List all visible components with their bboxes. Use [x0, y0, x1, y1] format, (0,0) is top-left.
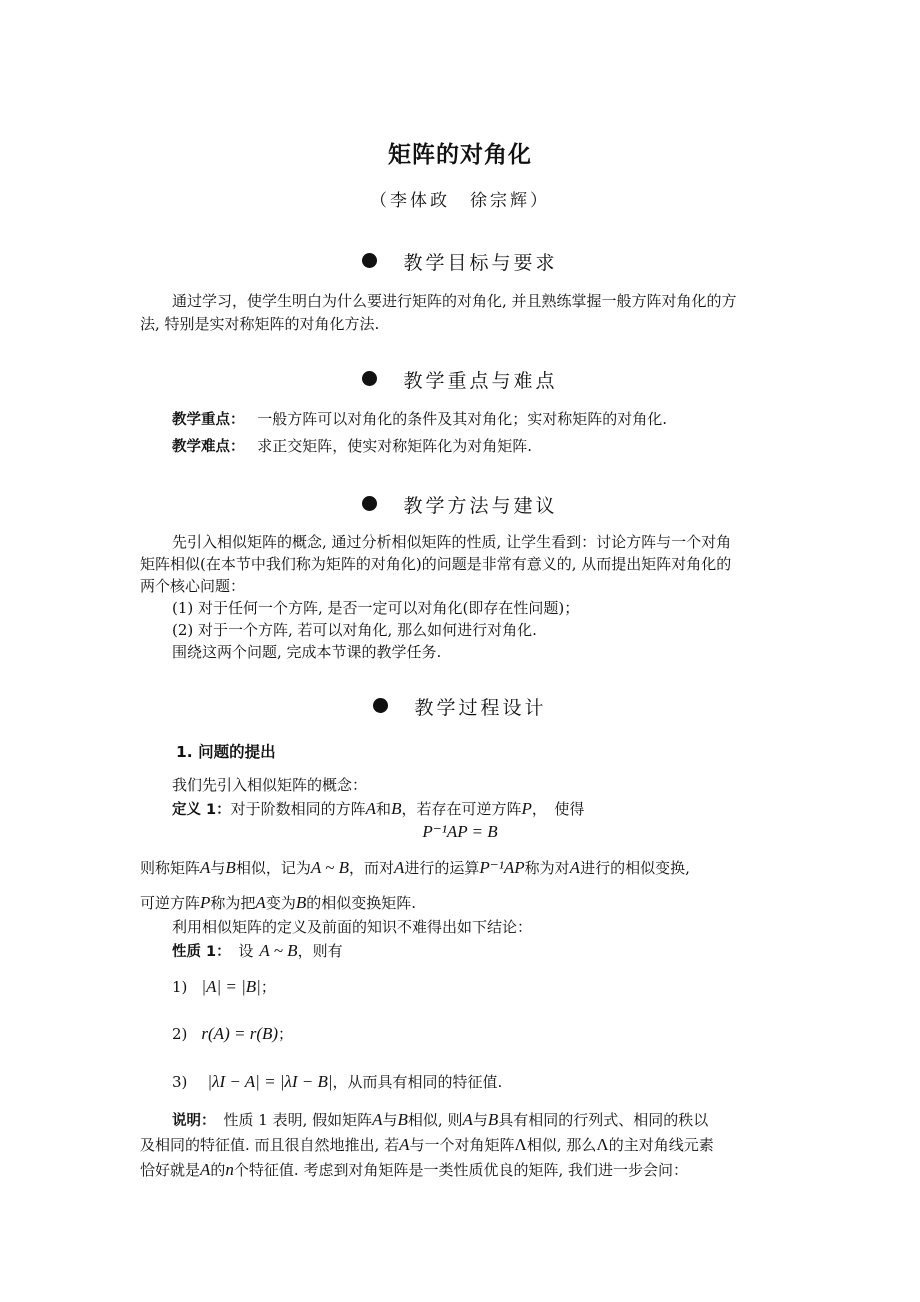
key-point-line — [172, 408, 667, 431]
bullet-icon — [362, 496, 377, 511]
conclusion-intro: 利用相似矩阵的定义及前面的知识不难得出如下结论： — [172, 918, 533, 936]
section-heading-goals: 教学目标与要求 — [0, 248, 920, 275]
similarity-line-2: 可逆方阵P称为把A变为B的相似变换矩阵. — [140, 893, 416, 912]
method-line-5: (2) 对于一个方阵, 若可以对角化, 那么如何进行对角化. — [172, 621, 537, 639]
difficulty-text: 求正交矩阵，使实对称矩阵化为对角矩阵. — [257, 437, 533, 455]
difficulty-line — [172, 435, 532, 458]
property-item-2: 2) r(A) = r(B)； — [172, 1024, 294, 1043]
method-line-4: (1) 对于任何一个方阵, 是否一定可以对角化(即存在性问题)； — [172, 599, 580, 617]
intro-line: 我们先引入相似矩阵的概念： — [172, 776, 368, 794]
definition-formula: P⁻¹AP = B — [422, 822, 498, 841]
document-title: 矩阵的对角化 — [388, 141, 532, 168]
subsection-heading: 1. 问题的提出 — [176, 743, 276, 761]
property-item-1: 1) |A| = |B|； — [172, 977, 276, 996]
bullet-icon — [362, 371, 377, 386]
note-line-1: 说明： 性质 1 表明, 假如矩阵A与B相似, 则A与B具有相同的行列式、相同的秩以 — [172, 1110, 709, 1129]
property-label: 性质 1： — [172, 944, 224, 960]
method-line-1: 先引入相似矩阵的概念, 通过分析相似矩阵的性质, 让学生看到：讨论方阵与一个对角 — [172, 533, 732, 551]
section-heading-methods: 教学方法与建议 — [0, 491, 920, 518]
section-heading-process: 教学过程设计 — [0, 693, 920, 720]
goal-text-line-2: 法, 特别是实对称矩阵的对角化方法. — [140, 315, 380, 333]
property-item-3: 3) |λI − A| = |λI − B|，从而具有相同的特征值. — [172, 1072, 503, 1091]
note-line-3: 恰好就是A的n个特征值. 考虑到对角矩阵是一类性质优良的矩阵, 我们进一步会问： — [140, 1160, 688, 1179]
key-point-text: 一般方阵可以对角化的条件及其对角化；实对称矩阵的对角化. — [257, 410, 668, 428]
bullet-icon — [373, 698, 388, 713]
bullet-icon — [362, 253, 377, 268]
section-heading-key-points: 教学重点与难点 — [0, 366, 920, 393]
definition-line: 定义 1：对于阶数相同的方阵A和B，若存在可逆方阵P， 使得 — [172, 799, 585, 818]
method-line-3: 两个核心问题： — [140, 577, 246, 595]
goal-text-line-1: 通过学习，使学生明白为什么要进行矩阵的对角化, 并且熟练掌握一般方阵对角化的方 — [172, 292, 737, 310]
method-line-6: 围绕这两个问题, 完成本节课的教学任务. — [172, 643, 442, 661]
authors-line: （李体政 徐宗辉） — [370, 191, 550, 211]
similarity-line-1: 则称矩阵A与B相似，记为A ~ B，而对A进行的运算P⁻¹AP称为对A进行的相似变换, — [140, 858, 690, 877]
difficulty-label: 教学难点： — [172, 439, 245, 455]
key-point-label: 教学重点： — [172, 412, 245, 428]
note-line-2: 及相同的特征值. 而且很自然地推出, 若A与一个对角矩阵Λ相似, 那么Λ的主对角线元素 — [140, 1135, 714, 1154]
method-line-2: 矩阵相似(在本节中我们称为矩阵的对角化)的问题是非常有意义的, 从而提出矩阵对角化的 — [140, 555, 732, 573]
property-line: 性质 1： 设 A ~ B，则有 — [172, 941, 343, 960]
note-label: 说明： — [172, 1113, 216, 1129]
definition-label: 定义 1： — [172, 802, 231, 818]
